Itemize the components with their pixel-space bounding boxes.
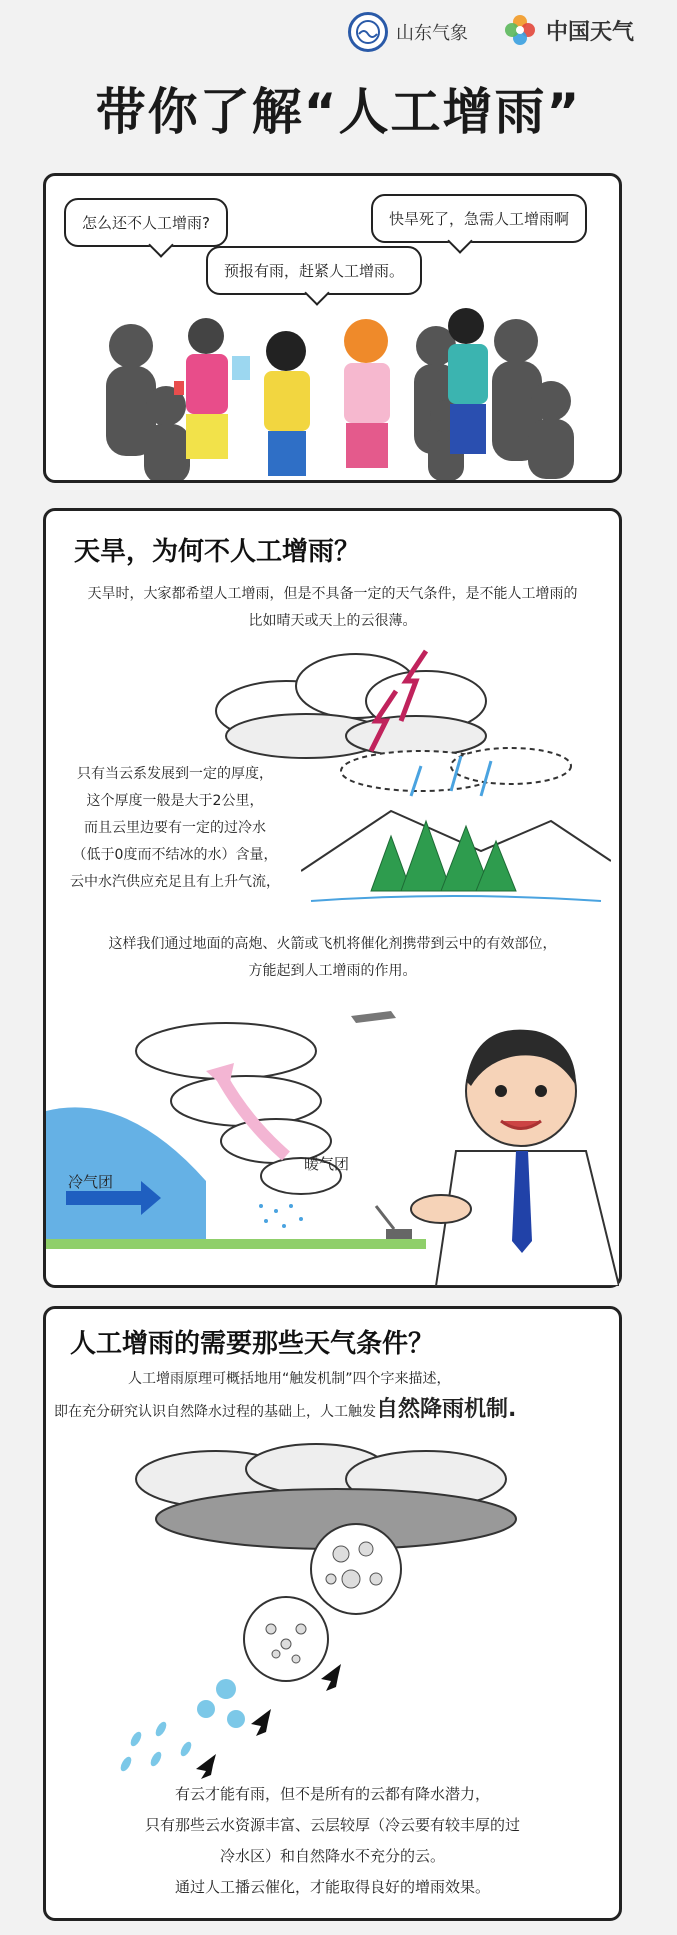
summary-line-2: 只有那些云水资源丰富、云层较厚（冷云要有较丰厚的过 [144, 1816, 520, 1834]
panel-crowd [43, 173, 622, 483]
drought-intro-line1: 天旱时，大家都希望人工增雨，但是不具备一定的天气条件，是不能人工增雨的 [87, 586, 578, 602]
summary-line-3: 冷水区）和自然降水不充分的云。 [219, 1847, 445, 1865]
condition-line-1: 只有当云系发展到一定的厚度， [77, 766, 273, 782]
method-line1: 这样我们通过地面的高炮、火箭或飞机将催化剂携带到云中的有效部位， [108, 936, 557, 952]
principle-line2-prefix: 即在充分研究认识自然降水过程的基础上，人工触发 [54, 1404, 376, 1420]
method-line2: 方能起到人工增雨的作用。 [248, 963, 417, 979]
crowd-illustration [46, 286, 619, 480]
seeding-illustration [46, 991, 619, 1286]
speech-text-right: 快旱死了，急需人工增雨啊 [389, 210, 570, 228]
cold-air-label: 冷气团 [68, 1173, 114, 1191]
panel-conditions [43, 1306, 622, 1921]
speech-text-center: 预报有雨，赶紧人工增雨。 [224, 262, 405, 280]
speech-bubble-left [64, 198, 228, 247]
warm-air-label: 暖气团 [304, 1155, 350, 1173]
drought-intro-line2: 比如晴天或天上的云很薄。 [248, 613, 417, 629]
china-weather-label: 中国天气 [546, 19, 635, 45]
shandong-weather-label: 山东气象 [396, 23, 468, 44]
condition-line-3: 而且云里边要有一定的过冷水 [84, 820, 266, 836]
mountain-forest-illustration [301, 741, 611, 911]
page-title: 带你了解“人工增雨” [95, 83, 582, 141]
china-weather-logo-icon [502, 12, 538, 48]
conditions-summary [56, 1779, 609, 1903]
shandong-weather-logo [348, 12, 468, 52]
cloud-conditions [60, 761, 290, 896]
principle-line2 [54, 1396, 619, 1426]
cloud-droplets-illustration [86, 1439, 586, 1779]
section-title-conditions: 人工增雨的需要那些天气条件？ [70, 1329, 435, 1359]
summary-line-4: 通过人工播云催化，才能取得良好的增雨效果。 [174, 1878, 490, 1896]
principle-line2-emph: 自然降雨机制. [376, 1397, 517, 1422]
speech-bubble-right [371, 194, 587, 243]
condition-line-4: （低于0度而不结冰的水）含量， [72, 847, 278, 863]
method-text [56, 931, 609, 985]
china-weather-logo [502, 12, 634, 48]
condition-line-5: 云中水汽供应充足且有上升气流， [70, 874, 280, 890]
section-title-drought: 天旱，为何不人工增雨？ [74, 537, 361, 567]
summary-line-1: 有云才能有雨，但不是所有的云都有降水潜力， [174, 1785, 490, 1803]
condition-line-2: 这个厚度一般是大于2公里， [86, 793, 264, 809]
principle-line1: 人工增雨原理可概括地用“触发机制”四个字来描述， [128, 1371, 451, 1387]
shandong-weather-logo-icon [348, 12, 388, 52]
drought-intro [56, 581, 609, 635]
panel-drought [43, 508, 622, 1288]
speech-text-left: 怎么还不人工增雨? [82, 214, 210, 232]
